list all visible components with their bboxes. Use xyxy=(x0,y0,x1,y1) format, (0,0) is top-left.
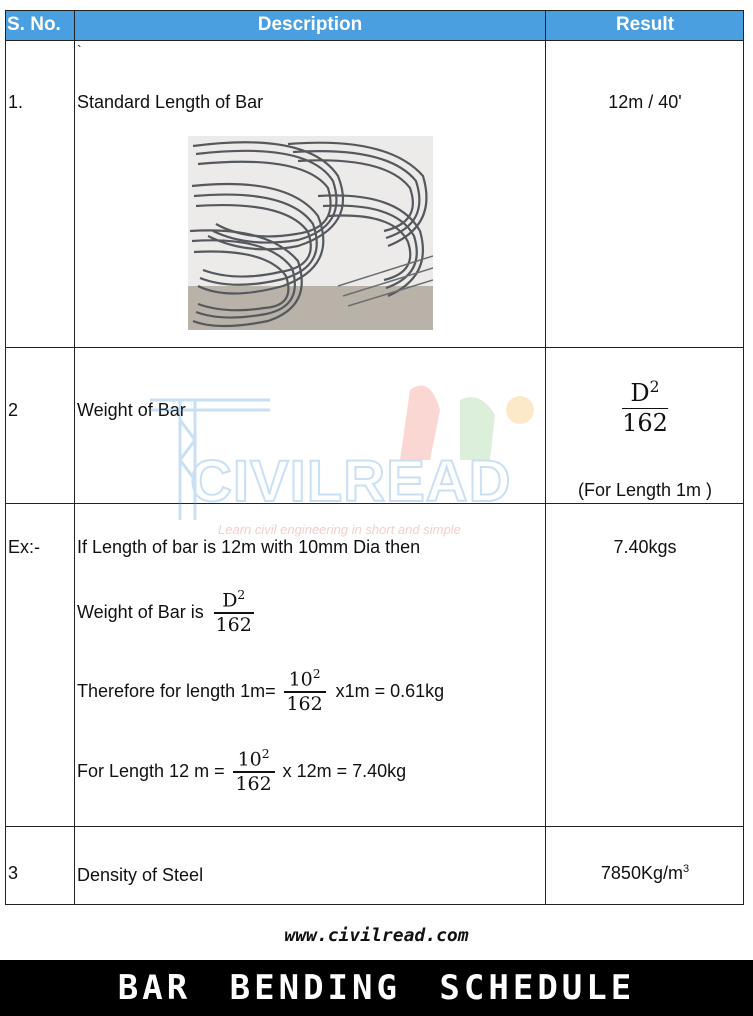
example-line-2-denominator: 162 xyxy=(215,613,252,636)
example-line-4-numerator: 10 xyxy=(237,748,262,771)
example-line-3 xyxy=(77,667,444,715)
example-line-3-exponent: 2 xyxy=(312,667,321,681)
row2-result-exponent: 2 xyxy=(649,378,660,396)
row1-result: 12m / 40' xyxy=(608,92,682,112)
title-banner xyxy=(0,960,753,1016)
row2-result-formula xyxy=(546,378,744,438)
example-line-2-numerator: D xyxy=(222,589,238,612)
table-header xyxy=(5,10,744,40)
row2-result-denominator: 162 xyxy=(622,409,668,438)
row2-result-note: (For Length 1m ) xyxy=(577,480,713,500)
example-line-2-exponent: 2 xyxy=(237,588,246,602)
example-line-2-prefix: Weight of Bar is xyxy=(77,601,204,622)
watermark-brand: CIVILREAD xyxy=(190,449,512,514)
header-description: Description xyxy=(257,14,363,35)
example-line-2 xyxy=(77,588,258,636)
crane-logo-icon xyxy=(140,370,550,540)
banner-title: BAR BENDING SCHEDULE xyxy=(117,968,636,1008)
civilread-watermark xyxy=(140,370,550,540)
row2-description: Weight of Bar xyxy=(77,400,186,420)
row2-result-numerator: D xyxy=(630,379,650,407)
row3-result xyxy=(546,863,744,884)
example-line-3-denominator: 162 xyxy=(286,692,323,715)
row3-sno: 3 xyxy=(8,863,19,883)
header-result: Result xyxy=(615,14,675,35)
header-sno: S. No. xyxy=(7,14,61,35)
row1-description: Standard Length of Bar xyxy=(77,92,264,112)
schedule-table xyxy=(5,10,744,905)
example-result: 7.40kgs xyxy=(613,537,677,557)
example-line-1: If Length of bar is 12m with 10mm Dia then xyxy=(77,537,421,557)
row2-sno: 2 xyxy=(8,400,19,420)
example-line-3-prefix: Therefore for length 1m= xyxy=(77,680,276,701)
example-line-4-suffix: x 12m = 7.40kg xyxy=(282,760,407,781)
row3-result-exponent: 3 xyxy=(682,863,690,875)
example-label: Ex:- xyxy=(8,537,41,557)
rebar-photo xyxy=(188,136,433,330)
row3-description: Density of Steel xyxy=(77,865,204,885)
example-line-4-prefix: For Length 12 m = xyxy=(77,760,225,781)
website-link[interactable]: www.civilread.com xyxy=(284,925,469,946)
row1-sno: 1. xyxy=(8,92,24,112)
example-line-4-exponent: 2 xyxy=(261,747,270,761)
example-line-3-suffix: x1m = 0.61kg xyxy=(335,680,445,701)
watermark-tagline: Learn civil engineering in short and simple xyxy=(218,522,461,537)
row3-result-base: 7850Kg/m xyxy=(600,863,683,883)
example-line-3-numerator: 10 xyxy=(288,668,313,691)
stray-mark: ` xyxy=(77,42,82,58)
rebar-coils-icon xyxy=(188,136,433,330)
example-line-4-denominator: 162 xyxy=(235,772,272,795)
example-line-4 xyxy=(77,747,406,795)
